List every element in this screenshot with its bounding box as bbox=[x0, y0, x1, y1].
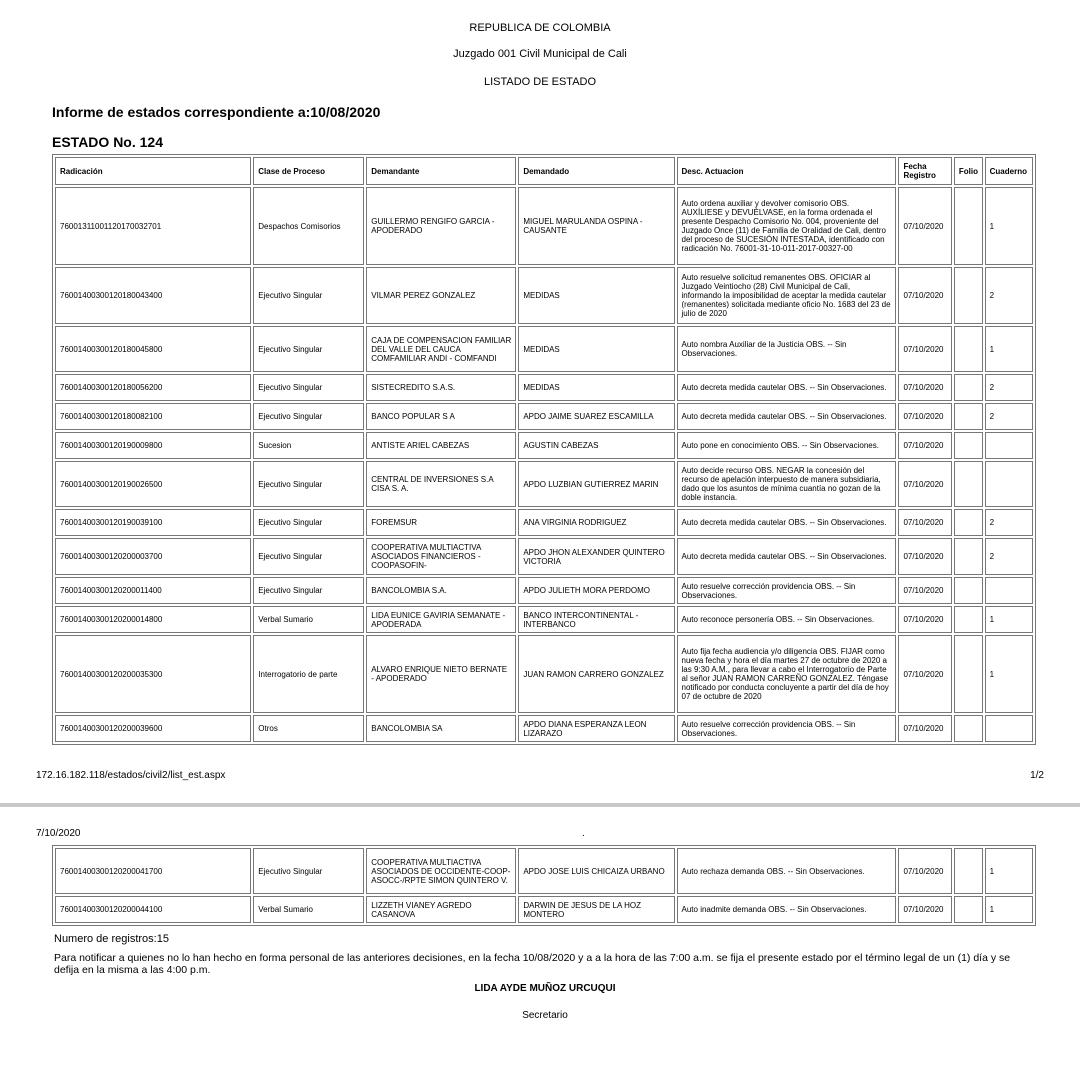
footer-page-number: 1/2 bbox=[1030, 770, 1044, 781]
cell-cuaderno: 1 bbox=[985, 896, 1033, 923]
cell-folio bbox=[954, 896, 983, 923]
cell-demandante: BANCO POPULAR S A bbox=[366, 403, 516, 430]
cell-cuaderno bbox=[985, 432, 1033, 459]
cell-demandante: VILMAR PEREZ GONZALEZ bbox=[366, 267, 516, 324]
cell-clase: Ejecutivo Singular bbox=[253, 577, 364, 604]
cell-radicacion: 76001400300120190009800 bbox=[55, 432, 251, 459]
cell-radicacion: 76001400300120200044100 bbox=[55, 896, 251, 923]
cell-fecha: 07/10/2020 bbox=[898, 267, 951, 324]
cell-demandante: LIZZETH VIANEY AGREDO CASANOVA bbox=[366, 896, 516, 923]
cell-desc: Auto resuelve solicitud remanentes OBS. OFICIAR al Juzgado Veintiocho (28) Civil Municipal de Cali, informando la imposibilidad de aceptar la medida cautelar (remanentes) solicitada mediante oficio No. 1683 del 23 de julio de 2020 bbox=[677, 267, 897, 324]
cell-clase: Otros bbox=[253, 715, 364, 742]
cell-desc: Auto decreta medida cautelar OBS. -- Sin Observaciones. bbox=[677, 403, 897, 430]
cell-radicacion: 76001400300120200041700 bbox=[55, 848, 251, 894]
cell-folio bbox=[954, 432, 983, 459]
cell-desc: Auto decreta medida cautelar OBS. -- Sin Observaciones. bbox=[677, 538, 897, 575]
cell-cuaderno: 1 bbox=[985, 635, 1033, 713]
footer-url: 172.16.182.118/estados/civil2/list_est.aspx bbox=[36, 770, 226, 781]
record-count: Numero de registros:15 bbox=[54, 933, 169, 945]
cell-clase: Verbal Sumario bbox=[253, 606, 364, 633]
page2-dot: . bbox=[582, 828, 585, 839]
cell-cuaderno: 2 bbox=[985, 538, 1033, 575]
cell-folio bbox=[954, 606, 983, 633]
cell-cuaderno: 1 bbox=[985, 606, 1033, 633]
cell-radicacion: 76001400300120200011400 bbox=[55, 577, 251, 604]
table-row bbox=[55, 715, 1033, 742]
cell-radicacion: 76001400300120190039100 bbox=[55, 509, 251, 536]
cell-cuaderno: 2 bbox=[985, 403, 1033, 430]
cell-fecha: 07/10/2020 bbox=[898, 461, 951, 507]
estados-table-page1 bbox=[52, 154, 1036, 745]
col-header-folio: Folio bbox=[954, 157, 983, 185]
cell-desc: Auto decreta medida cautelar OBS. -- Sin Observaciones. bbox=[677, 509, 897, 536]
cell-demandante: COOPERATIVA MULTIACTIVA ASOCIADOS DE OCCIDENTE-COOP-ASOCC-/RPTE SIMON QUINTERO V. bbox=[366, 848, 516, 894]
cell-demandado: APDO JHON ALEXANDER QUINTERO VICTORIA bbox=[518, 538, 674, 575]
cell-fecha: 07/10/2020 bbox=[898, 577, 951, 604]
col-header-desc: Desc. Actuacion bbox=[677, 157, 897, 185]
table-row bbox=[55, 326, 1033, 372]
col-header-demandado: Demandado bbox=[518, 157, 674, 185]
cell-cuaderno: 2 bbox=[985, 509, 1033, 536]
cell-fecha: 07/10/2020 bbox=[898, 635, 951, 713]
table-row bbox=[55, 509, 1033, 536]
cell-radicacion: 76001311001120170032701 bbox=[55, 187, 251, 265]
cell-clase: Ejecutivo Singular bbox=[253, 509, 364, 536]
cell-demandante: SISTECREDITO S.A.S. bbox=[366, 374, 516, 401]
cell-folio bbox=[954, 538, 983, 575]
estados-table-page2 bbox=[52, 845, 1036, 926]
cell-desc: Auto inadmite demanda OBS. -- Sin Observaciones. bbox=[677, 896, 897, 923]
cell-desc: Auto resuelve corrección providencia OBS. -- Sin Observaciones. bbox=[677, 577, 897, 604]
cell-demandado: MEDIDAS bbox=[518, 326, 674, 372]
header-court: Juzgado 001 Civil Municipal de Cali bbox=[453, 48, 627, 60]
estado-number: ESTADO No. 124 bbox=[52, 134, 163, 150]
cell-fecha: 07/10/2020 bbox=[898, 538, 951, 575]
cell-desc: Auto decreta medida cautelar OBS. -- Sin Observaciones. bbox=[677, 374, 897, 401]
cell-desc: Auto pone en conocimiento OBS. -- Sin Observaciones. bbox=[677, 432, 897, 459]
cell-desc: Auto ordena auxiliar y devolver comisorio OBS. AUXÍLIESE y DEVUÉLVASE, en la forma ordenada el presente Despacho Comisorio No. 004, proveniente del Juzgado Once (11) de Familia de Oralidad de Cali, dentro del proceso de SUCESIÓN INTESTADA, identificado con radicación No. 76001-31-10-011-2017-00327-00 bbox=[677, 187, 897, 265]
cell-demandado: DARWIN DE JESUS DE LA HOZ MONTERO bbox=[518, 896, 674, 923]
cell-clase: Verbal Sumario bbox=[253, 896, 364, 923]
cell-demandado: MIGUEL MARULANDA OSPINA - CAUSANTE bbox=[518, 187, 674, 265]
cell-clase: Interrogatorio de parte bbox=[253, 635, 364, 713]
cell-demandante: LIDA EUNICE GAVIRIA SEMANATE - APODERADA bbox=[366, 606, 516, 633]
cell-demandado: AGUSTIN CABEZAS bbox=[518, 432, 674, 459]
cell-radicacion: 76001400300120180045800 bbox=[55, 326, 251, 372]
cell-folio bbox=[954, 403, 983, 430]
col-header-radicacion: Radicación bbox=[55, 157, 251, 185]
cell-cuaderno bbox=[985, 715, 1033, 742]
cell-desc: Auto reconoce personería OBS. -- Sin Observaciones. bbox=[677, 606, 897, 633]
col-header-cuaderno: Cuaderno bbox=[985, 157, 1033, 185]
table-row bbox=[55, 577, 1033, 604]
cell-demandante: FOREMSUR bbox=[366, 509, 516, 536]
col-header-demandante: Demandante bbox=[366, 157, 516, 185]
cell-radicacion: 76001400300120180043400 bbox=[55, 267, 251, 324]
table-row bbox=[55, 538, 1033, 575]
cell-folio bbox=[954, 326, 983, 372]
cell-demandado: BANCO INTERCONTINENTAL - INTERBANCO bbox=[518, 606, 674, 633]
cell-clase: Despachos Comisorios bbox=[253, 187, 364, 265]
secretary-title: Secretario bbox=[522, 1010, 568, 1021]
cell-fecha: 07/10/2020 bbox=[898, 848, 951, 894]
cell-demandante: BANCOLOMBIA SA bbox=[366, 715, 516, 742]
table-header-row bbox=[55, 157, 1033, 185]
cell-cuaderno bbox=[985, 577, 1033, 604]
cell-demandado: APDO LUZBIAN GUTIERREZ MARIN bbox=[518, 461, 674, 507]
cell-demandado: APDO JOSE LUIS CHICAIZA URBANO bbox=[518, 848, 674, 894]
cell-demandado: MEDIDAS bbox=[518, 374, 674, 401]
cell-clase: Ejecutivo Singular bbox=[253, 326, 364, 372]
cell-folio bbox=[954, 848, 983, 894]
cell-folio bbox=[954, 577, 983, 604]
cell-folio bbox=[954, 267, 983, 324]
table-row bbox=[55, 187, 1033, 265]
cell-demandado: APDO DIANA ESPERANZA LEON LIZARAZO bbox=[518, 715, 674, 742]
cell-fecha: 07/10/2020 bbox=[898, 896, 951, 923]
cell-demandado: MEDIDAS bbox=[518, 267, 674, 324]
cell-clase: Ejecutivo Singular bbox=[253, 461, 364, 507]
cell-demandado: APDO JAIME SUAREZ ESCAMILLA bbox=[518, 403, 674, 430]
cell-demandado: JUAN RAMON CARRERO GONZALEZ bbox=[518, 635, 674, 713]
notification-text: Para notificar a quienes no lo han hecho en forma personal de las anteriores decisiones, en la fecha 10/08/2020 y a a la hora de las 7:00 a.m. se fija el presente estado por el término legal de un (1) día y se defija en la misma a las 4:00 p.m. bbox=[54, 952, 1011, 976]
table-row bbox=[55, 461, 1033, 507]
page2-date: 7/10/2020 bbox=[36, 828, 81, 839]
cell-fecha: 07/10/2020 bbox=[898, 432, 951, 459]
cell-radicacion: 76001400300120180082100 bbox=[55, 403, 251, 430]
cell-cuaderno: 2 bbox=[985, 267, 1033, 324]
col-header-clase: Clase de Proceso bbox=[253, 157, 364, 185]
cell-demandante: CAJA DE COMPENSACION FAMILIAR DEL VALLE DEL CAUCA COMFAMILIAR ANDI - COMFANDI bbox=[366, 326, 516, 372]
cell-fecha: 07/10/2020 bbox=[898, 606, 951, 633]
table-row bbox=[55, 432, 1033, 459]
cell-folio bbox=[954, 461, 983, 507]
cell-demandante: COOPERATIVA MULTIACTIVA ASOCIADOS FINANCIEROS - COOPASOFIN- bbox=[366, 538, 516, 575]
cell-clase: Ejecutivo Singular bbox=[253, 267, 364, 324]
table-row bbox=[55, 403, 1033, 430]
cell-folio bbox=[954, 509, 983, 536]
cell-cuaderno: 1 bbox=[985, 187, 1033, 265]
table-row bbox=[55, 374, 1033, 401]
cell-clase: Ejecutivo Singular bbox=[253, 848, 364, 894]
cell-fecha: 07/10/2020 bbox=[898, 187, 951, 265]
cell-radicacion: 76001400300120180056200 bbox=[55, 374, 251, 401]
cell-desc: Auto rechaza demanda OBS. -- Sin Observaciones. bbox=[677, 848, 897, 894]
header-listing-title: LISTADO DE ESTADO bbox=[483, 76, 597, 88]
cell-radicacion: 76001400300120190026500 bbox=[55, 461, 251, 507]
cell-cuaderno: 1 bbox=[985, 848, 1033, 894]
cell-radicacion: 76001400300120200003700 bbox=[55, 538, 251, 575]
cell-fecha: 07/10/2020 bbox=[898, 374, 951, 401]
cell-fecha: 07/10/2020 bbox=[898, 509, 951, 536]
cell-folio bbox=[954, 187, 983, 265]
cell-clase: Sucesion bbox=[253, 432, 364, 459]
cell-clase: Ejecutivo Singular bbox=[253, 538, 364, 575]
cell-clase: Ejecutivo Singular bbox=[253, 374, 364, 401]
header-country: REPUBLICA DE COLOMBIA bbox=[469, 22, 611, 34]
cell-demandante: ANTISTE ARIEL CABEZAS bbox=[366, 432, 516, 459]
table-row bbox=[55, 896, 1033, 923]
table-row bbox=[55, 606, 1033, 633]
cell-radicacion: 76001400300120200039600 bbox=[55, 715, 251, 742]
secretary-name: LIDA AYDE MUÑOZ URCUQUI bbox=[474, 983, 616, 994]
cell-cuaderno bbox=[985, 461, 1033, 507]
cell-folio bbox=[954, 374, 983, 401]
table-row bbox=[55, 635, 1033, 713]
cell-fecha: 07/10/2020 bbox=[898, 403, 951, 430]
cell-radicacion: 76001400300120200014800 bbox=[55, 606, 251, 633]
cell-demandante: CENTRAL DE INVERSIONES S.A CISA S. A. bbox=[366, 461, 516, 507]
cell-desc: Auto resuelve corrección providencia OBS. -- Sin Observaciones. bbox=[677, 715, 897, 742]
cell-demandado: APDO JULIETH MORA PERDOMO bbox=[518, 577, 674, 604]
cell-folio bbox=[954, 715, 983, 742]
page-separator bbox=[0, 803, 1080, 807]
cell-demandante: ALVARO ENRIQUE NIETO BERNATE - APODERADO bbox=[366, 635, 516, 713]
cell-cuaderno: 2 bbox=[985, 374, 1033, 401]
table-row bbox=[55, 848, 1033, 894]
cell-cuaderno: 1 bbox=[985, 326, 1033, 372]
cell-demandado: ANA VIRGINIA RODRIGUEZ bbox=[518, 509, 674, 536]
cell-demandante: GUILLERMO RENGIFO GARCIA - APODERADO bbox=[366, 187, 516, 265]
report-title: Informe de estados correspondiente a:10/08/2020 bbox=[52, 104, 381, 120]
cell-desc: Auto fija fecha audiencia y/o diligencia OBS. FIJAR como nueva fecha y hora el día martes 27 de octubre de 2020 a las 9:30 A.M., para llevar a cabo el Interrogatorio de Parte al señor JUAN RAMON CARREÑO GONZALEZ. Téngase notificado por conducta concluyente a partir del día de hoy 07 de octubre de 2020 bbox=[677, 635, 897, 713]
col-header-fecha: Fecha Registro bbox=[898, 157, 951, 185]
cell-folio bbox=[954, 635, 983, 713]
table-row bbox=[55, 267, 1033, 324]
cell-fecha: 07/10/2020 bbox=[898, 326, 951, 372]
cell-clase: Ejecutivo Singular bbox=[253, 403, 364, 430]
cell-radicacion: 76001400300120200035300 bbox=[55, 635, 251, 713]
cell-demandante: BANCOLOMBIA S.A. bbox=[366, 577, 516, 604]
cell-desc: Auto decide recurso OBS. NEGAR la concesión del recurso de apelación interpuesto de manera subsidiaria, dado que los asuntos de mínima cuantía no gozan de la doble instancia. bbox=[677, 461, 897, 507]
cell-fecha: 07/10/2020 bbox=[898, 715, 951, 742]
cell-desc: Auto nombra Auxiliar de la Justicia OBS. -- Sin Observaciones. bbox=[677, 326, 897, 372]
